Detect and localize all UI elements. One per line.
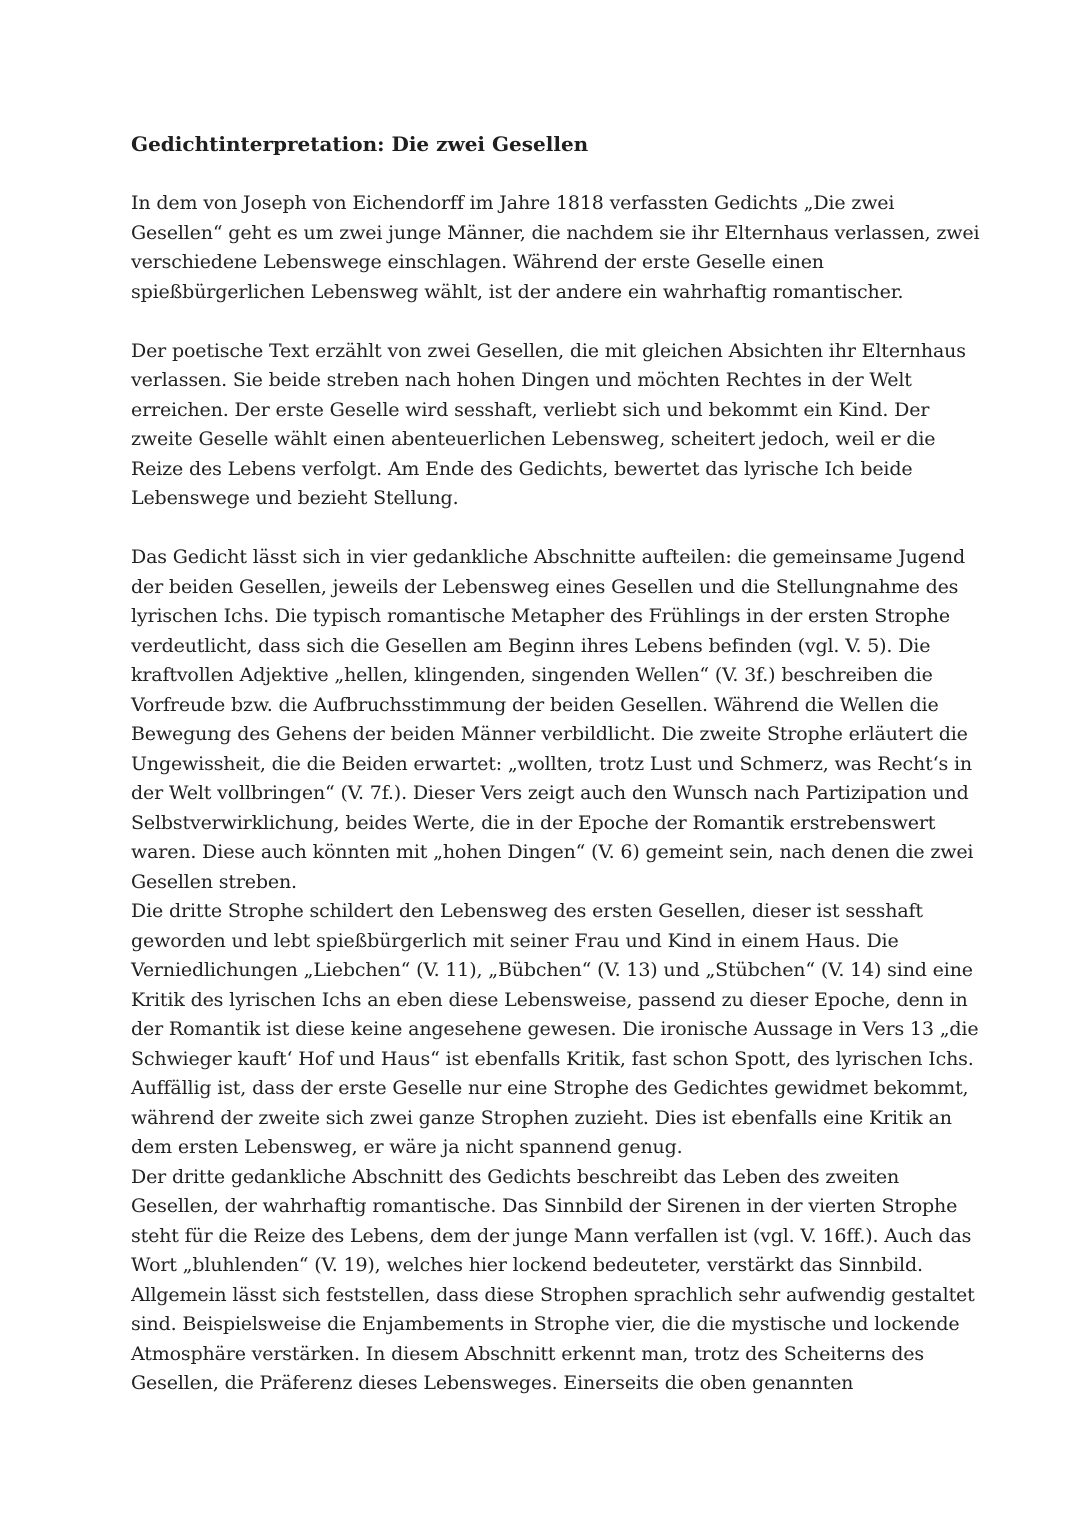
text-line: geworden und lebt spießbürgerlich mit seiner Frau und Kind in einem Haus. Die bbox=[131, 929, 899, 952]
text-line: Verniedlichungen „Liebchen“ (V. 11), „Bübchen“ (V. 13) und „Stübchen“ (V. 14) sind eine bbox=[131, 959, 973, 981]
paragraph-introduction bbox=[131, 189, 980, 307]
text-line: steht für die Reize des Lebens, dem der junge Mann verfallen ist (vgl. V. 16ff.). Auch das bbox=[131, 1224, 972, 1247]
text-line: verlassen. Sie beide streben nach hohen Dingen und möchten Rechtes in der Welt bbox=[131, 369, 912, 391]
text-line: der Romantik ist diese keine angesehene gewesen. Die ironische Aussage in Vers 13 „die bbox=[131, 1018, 979, 1040]
text-line: Gesellen“ geht es um zwei junge Männer, die nachdem sie ihr Elternhaus verlassen, zwei bbox=[131, 221, 980, 244]
text-line: verschiedene Lebenswege einschlagen. Während der erste Geselle einen bbox=[131, 251, 824, 273]
text-line: Der poetische Text erzählt von zwei Gesellen, die mit gleichen Absichten ihr Elternhaus bbox=[131, 339, 966, 362]
text-line: Allgemein lässt sich feststellen, dass diese Strophen sprachlich sehr aufwendig gestaltet bbox=[131, 1283, 975, 1306]
text-line: spießbürgerlichen Lebensweg wählt, ist der andere ein wahrhaftig romantischer. bbox=[131, 280, 904, 303]
document-page bbox=[131, 130, 980, 1399]
text-line: Reize des Lebens verfolgt. Am Ende des Gedichts, bewertet das lyrische Ich beide bbox=[131, 457, 913, 480]
text-line: sind. Beispielsweise die Enjambements in Strophe vier, die die mystische und lockende bbox=[131, 1313, 960, 1335]
text-line: Das Gedicht lässt sich in vier gedankliche Abschnitte aufteilen: die gemeinsame Jugend bbox=[131, 546, 965, 568]
text-line: Der dritte gedankliche Abschnitt des Gedichts beschreibt das Leben des zweiten bbox=[131, 1165, 900, 1188]
text-line: verdeutlicht, dass sich die Gesellen am Beginn ihres Lebens befinden (vgl. V. 5). Die bbox=[131, 634, 931, 657]
text-line: Kritik des lyrischen Ichs an eben diese Lebensweise, passend zu dieser Epoche, denn in bbox=[131, 988, 968, 1011]
text-line: Bewegung des Gehens der beiden Männer verbildlicht. Die zweite Strophe erläutert die bbox=[131, 723, 968, 745]
text-line: waren. Diese auch könnten mit „hohen Dingen“ (V. 6) gemeint sein, nach denen die zwei bbox=[131, 841, 974, 863]
text-line: zweite Geselle wählt einen abenteuerlichen Lebensweg, scheitert jedoch, weil er die bbox=[131, 428, 936, 450]
text-line: Schwieger kauft‘ Hof und Haus“ ist ebenfalls Kritik, fast schon Spott, des lyrischen Ichs. bbox=[131, 1047, 974, 1070]
text-line: der beiden Gesellen, jeweils der Lebensweg eines Gesellen und die Stellungnahme des bbox=[131, 575, 959, 598]
document-title: Gedichtinterpretation: Die zwei Gesellen bbox=[131, 132, 589, 156]
text-line: Ungewissheit, die die Beiden erwartet: „wollten, trotz Lust und Schmerz, was Recht‘s in bbox=[131, 752, 972, 775]
text-line: Auffällig ist, dass der erste Geselle nur eine Strophe des Gedichtes gewidmet bekommt, bbox=[131, 1077, 969, 1099]
text-line: In dem von Joseph von Eichendorff im Jahre 1818 verfassten Gedichts „Die zwei bbox=[131, 192, 895, 214]
text-line: Vorfreude bzw. die Aufbruchsstimmung der beiden Gesellen. Während die Wellen die bbox=[131, 693, 939, 716]
text-line: der Welt vollbringen“ (V. 7f.). Dieser Vers zeigt auch den Wunsch nach Partizipation und bbox=[131, 782, 969, 804]
paragraph-analysis-part-2 bbox=[131, 897, 979, 1163]
text-line: Gesellen streben. bbox=[131, 870, 297, 893]
text-line: Gesellen, der wahrhaftig romantische. Das Sinnbild der Sirenen in der vierten Strophe bbox=[131, 1195, 958, 1217]
text-line: Selbstverwirklichung, beides Werte, die in der Epoche der Romantik erstrebenswert bbox=[131, 811, 936, 834]
paragraph-analysis-part-1 bbox=[131, 543, 974, 897]
paragraph-analysis-part-3 bbox=[131, 1163, 975, 1399]
text-line: erreichen. Der erste Geselle wird sesshaft, verliebt sich und bekommt ein Kind. Der bbox=[131, 398, 930, 421]
text-line: Gesellen, die Präferenz dieses Lebensweges. Einerseits die oben genannten bbox=[131, 1372, 854, 1394]
text-line: Wort „bluhlenden“ (V. 19), welches hier lockend bedeuteter, verstärkt das Sinnbild. bbox=[131, 1254, 923, 1276]
text-line: Die dritte Strophe schildert den Lebensweg des ersten Gesellen, dieser ist sesshaft bbox=[131, 900, 923, 922]
text-line: kraftvollen Adjektive „hellen, klingenden, singenden Wellen“ (V. 3f.) beschreiben die bbox=[131, 664, 933, 686]
text-line: lyrischen Ichs. Die typisch romantische Metapher des Frühlings in der ersten Strophe bbox=[131, 605, 950, 627]
text-line: Lebenswege und bezieht Stellung. bbox=[131, 487, 459, 509]
text-line: während der zweite sich zwei ganze Strophen zuzieht. Dies ist ebenfalls eine Kritik an bbox=[131, 1106, 952, 1129]
text-line: dem ersten Lebensweg, er wäre ja nicht spannend genug. bbox=[131, 1136, 683, 1158]
text-line: Atmosphäre verstärken. In diesem Abschnitt erkennt man, trotz des Scheiterns des bbox=[131, 1342, 924, 1365]
paragraph-summary bbox=[131, 337, 966, 514]
